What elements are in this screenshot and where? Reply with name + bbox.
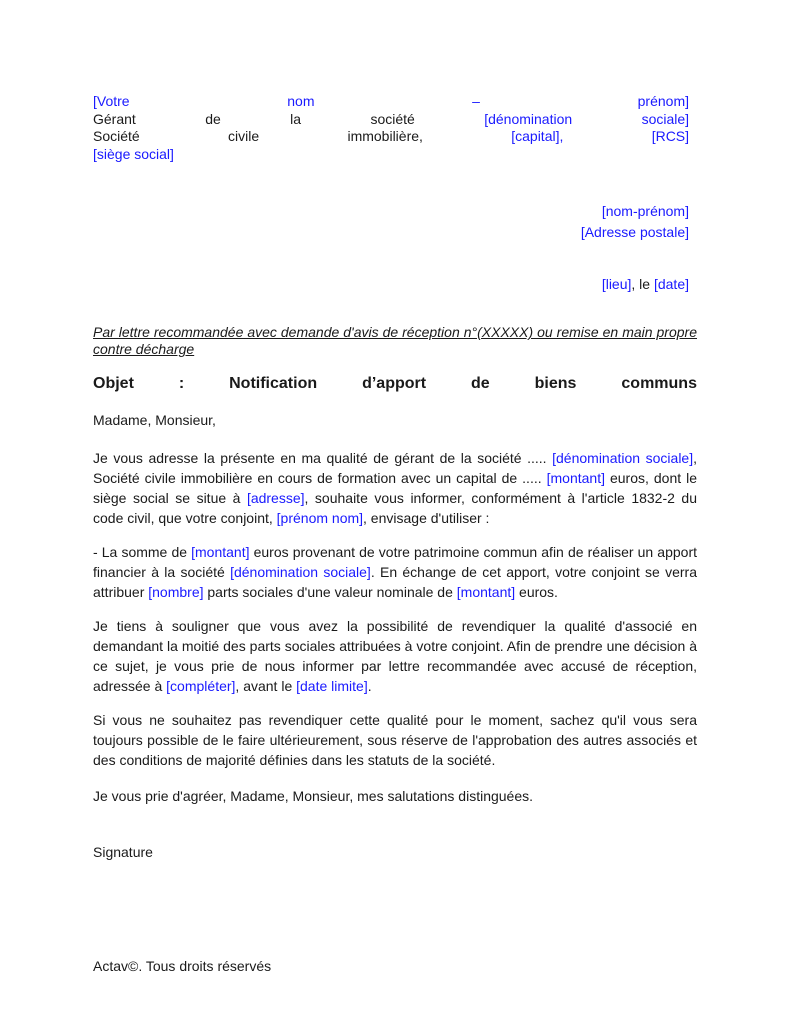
sender-role-part: sociale] xyxy=(641,110,689,127)
place-date xyxy=(602,276,689,292)
text: , avant le xyxy=(235,678,297,694)
placeholder-montant: [montant] xyxy=(546,470,605,486)
subject-word: Notification xyxy=(229,375,318,392)
delivery-mention: Par lettre recommandée avec demande d'avis de réception n°(XXXXX) ou remise en main propre contre décharge xyxy=(93,324,697,357)
text: . En échange de cet apport, votre conjoint se verra attribuer xyxy=(93,564,697,600)
sender-name-part: nom xyxy=(287,93,315,109)
text: . xyxy=(367,678,372,694)
text: euros. xyxy=(515,584,558,600)
text: euros, dont le siège social se situe à xyxy=(93,470,697,506)
sender-name-part: [Votre xyxy=(93,93,130,109)
placeholder-prenom-nom: [prénom nom] xyxy=(276,510,364,526)
paragraph-intro xyxy=(93,448,697,528)
place-date-sep: , le xyxy=(631,276,654,292)
recipient-name: [nom-prénom] xyxy=(601,203,689,219)
text: euros provenant de votre patrimoine commun afin de réaliser un apport financier à la société xyxy=(93,544,697,580)
sender-seat: [siège social] xyxy=(93,145,174,162)
paragraph-later: Si vous ne souhaitez pas revendiquer cette qualité pour le moment, sachez qu'il vous sera toujours possible de le faire ultérieurement, sous réserve de l'approbation des autres associés et des conditions de majorité définies dans les statuts de la société. xyxy=(93,712,697,768)
sender-name-part: prénom] xyxy=(637,93,689,109)
subject-word: de xyxy=(471,375,490,392)
subject-word: d’apport xyxy=(362,375,427,392)
placeholder-denomination: [dénomination sociale] xyxy=(552,450,694,466)
text: , souhaite vous informer, conformément à l'article 1832-2 du code civil, que votre conjoint, xyxy=(93,490,697,526)
text: , envisage d'utiliser : xyxy=(363,510,490,526)
sender-line-seat xyxy=(93,146,689,164)
text: - La somme de xyxy=(93,544,192,560)
footer-copyright: Actav©. Tous droits réservés xyxy=(93,958,272,974)
paragraph-closing: Je vous prie d'agréer, Madame, Monsieur, mes salutations distinguées. xyxy=(93,788,534,804)
sender-company-part: Société xyxy=(93,128,140,144)
place: [lieu] xyxy=(601,276,632,292)
sender-company-part: [RCS] xyxy=(651,128,689,144)
recipient-address: [Adresse postale] xyxy=(580,224,689,240)
subject-word: communs xyxy=(621,375,697,392)
sender-block xyxy=(93,93,689,163)
sender-line-name xyxy=(93,93,689,111)
text: Je tiens à souligner que vous avez la possibilité de revendiquer la qualité d'associé en demandant la moitié des parts sociales attribuées à votre conjoint. Afin de prendre une décision à ce sujet, je vous prie de nous informer par lettre recommandée avec accusé de réception, adressée à xyxy=(93,618,697,694)
placeholder-montant: [montant] xyxy=(456,584,516,600)
text: Je vous adresse la présente en ma qualité de gérant de la société ..... xyxy=(93,450,553,466)
placeholder-denomination: [dénomination sociale] xyxy=(230,564,371,580)
placeholder-adresse: [adresse] xyxy=(246,490,305,506)
sender-company-part: [capital], xyxy=(511,128,564,144)
sender-role-part: la xyxy=(290,110,302,127)
sender-company-part: civile xyxy=(228,128,260,144)
text: parts sociales d'une valeur nominale de xyxy=(203,584,457,600)
recipient-block xyxy=(581,201,689,243)
sender-line-role xyxy=(93,111,689,129)
paragraph-revendication xyxy=(93,616,697,696)
subject-word: biens xyxy=(534,375,577,392)
sender-role-part: de xyxy=(205,110,221,127)
sender-role-part: [dénomination xyxy=(484,110,573,127)
placeholder-date-limite: [date limite] xyxy=(296,678,368,694)
subject-word: Objet xyxy=(93,375,134,392)
paragraph-apport xyxy=(93,542,697,602)
subject-word: : xyxy=(178,375,185,392)
subject-line xyxy=(93,375,697,393)
date: [date] xyxy=(653,276,689,292)
sender-role-part: société xyxy=(370,110,415,127)
placeholder-nombre: [nombre] xyxy=(148,584,204,600)
salutation: Madame, Monsieur, xyxy=(93,412,216,428)
sender-role-part: Gérant xyxy=(93,110,136,127)
sender-name-part: – xyxy=(472,93,480,109)
text: , Société civile immobilière en cours de formation avec un capital de ..... xyxy=(93,450,697,486)
placeholder-montant: [montant] xyxy=(191,544,250,560)
sender-line-company xyxy=(93,128,689,146)
placeholder-completer: [compléter] xyxy=(166,678,236,694)
sender-company-part: immobilière, xyxy=(347,128,423,144)
signature: Signature xyxy=(93,844,153,860)
